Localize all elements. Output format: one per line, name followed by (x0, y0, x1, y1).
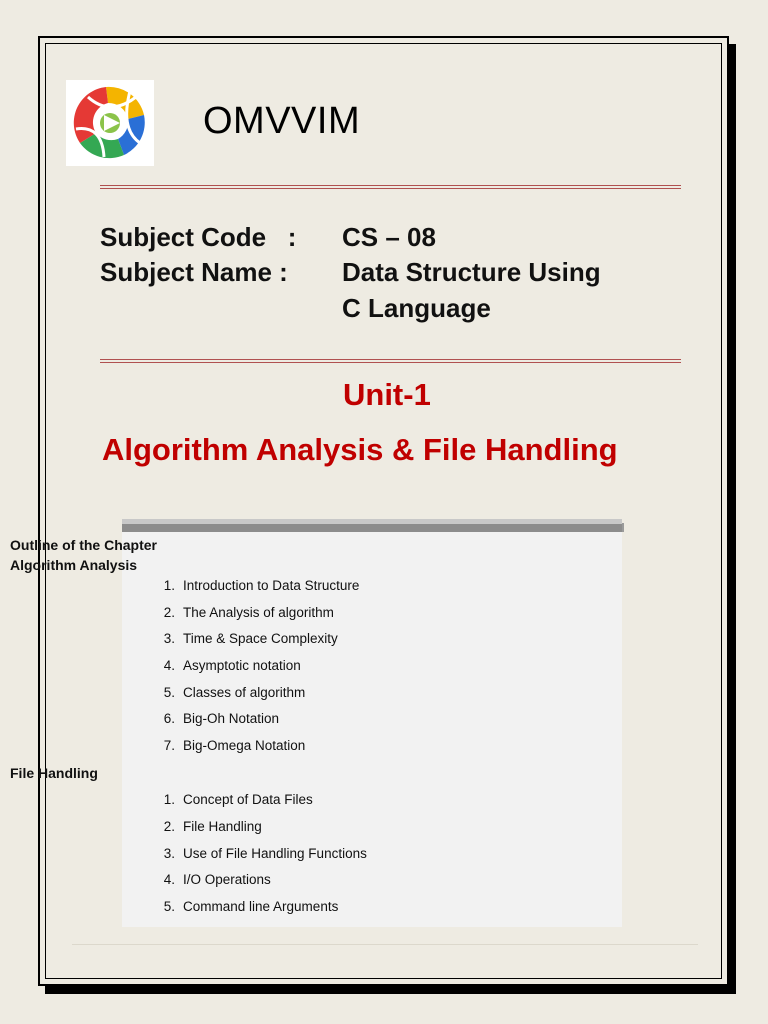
header-divider (100, 185, 681, 189)
list-item-number: 2. (163, 605, 175, 620)
list-item-number: 3. (163, 846, 175, 861)
subject-code-value: CS – 08 (342, 222, 436, 252)
list-item-text: Classes of algorithm (183, 685, 306, 700)
section-title-file-handling: File Handling (10, 765, 98, 781)
circular-swirl-logo-icon (66, 80, 154, 166)
list-item-number: 1. (163, 792, 175, 807)
list-item-text: Use of File Handling Functions (183, 846, 367, 861)
list-item-text: Big-Omega Notation (183, 738, 306, 753)
section-title-algorithm-analysis: Algorithm Analysis (10, 557, 138, 573)
subject-code-label: Subject Code : (100, 222, 297, 252)
list-item-text: Introduction to Data Structure (183, 578, 360, 593)
list-item-text: I/O Operations (183, 872, 271, 887)
list-item-number: 7. (163, 738, 175, 753)
outline-heading: Outline of the Chapter (10, 537, 157, 553)
subject-name-value: Data Structure Using (342, 257, 601, 287)
list-item-text: File Handling (183, 819, 262, 834)
list-item-number: 5. (163, 899, 175, 914)
list-item-number: 6. (163, 711, 175, 726)
outline-header-bar-cap (622, 523, 624, 532)
subject-name-value-continued: C Language (342, 293, 491, 323)
list-item-number: 5. (163, 685, 175, 700)
list-item-text: Command line Arguments (183, 899, 339, 914)
unit-title: Unit-1 (343, 377, 431, 412)
list-item-number: 4. (163, 658, 175, 673)
outline-header-bar (122, 519, 622, 532)
organization-name: OMVVIM (203, 100, 361, 142)
subject-name-label: Subject Name : (100, 257, 288, 287)
list-item-number: 2. (163, 819, 175, 834)
chapter-title: Algorithm Analysis & File Handling (102, 432, 618, 467)
list-item-number: 4. (163, 872, 175, 887)
list-item-text: Asymptotic notation (183, 658, 301, 673)
list-item-number: 3. (163, 631, 175, 646)
list-item-text: The Analysis of algorithm (183, 605, 334, 620)
list-item-text: Time & Space Complexity (183, 631, 338, 646)
list-item-number: 1. (163, 578, 175, 593)
footer-divider (72, 944, 698, 945)
subject-divider (100, 359, 681, 363)
list-item-text: Concept of Data Files (183, 792, 313, 807)
list-item-text: Big-Oh Notation (183, 711, 280, 726)
